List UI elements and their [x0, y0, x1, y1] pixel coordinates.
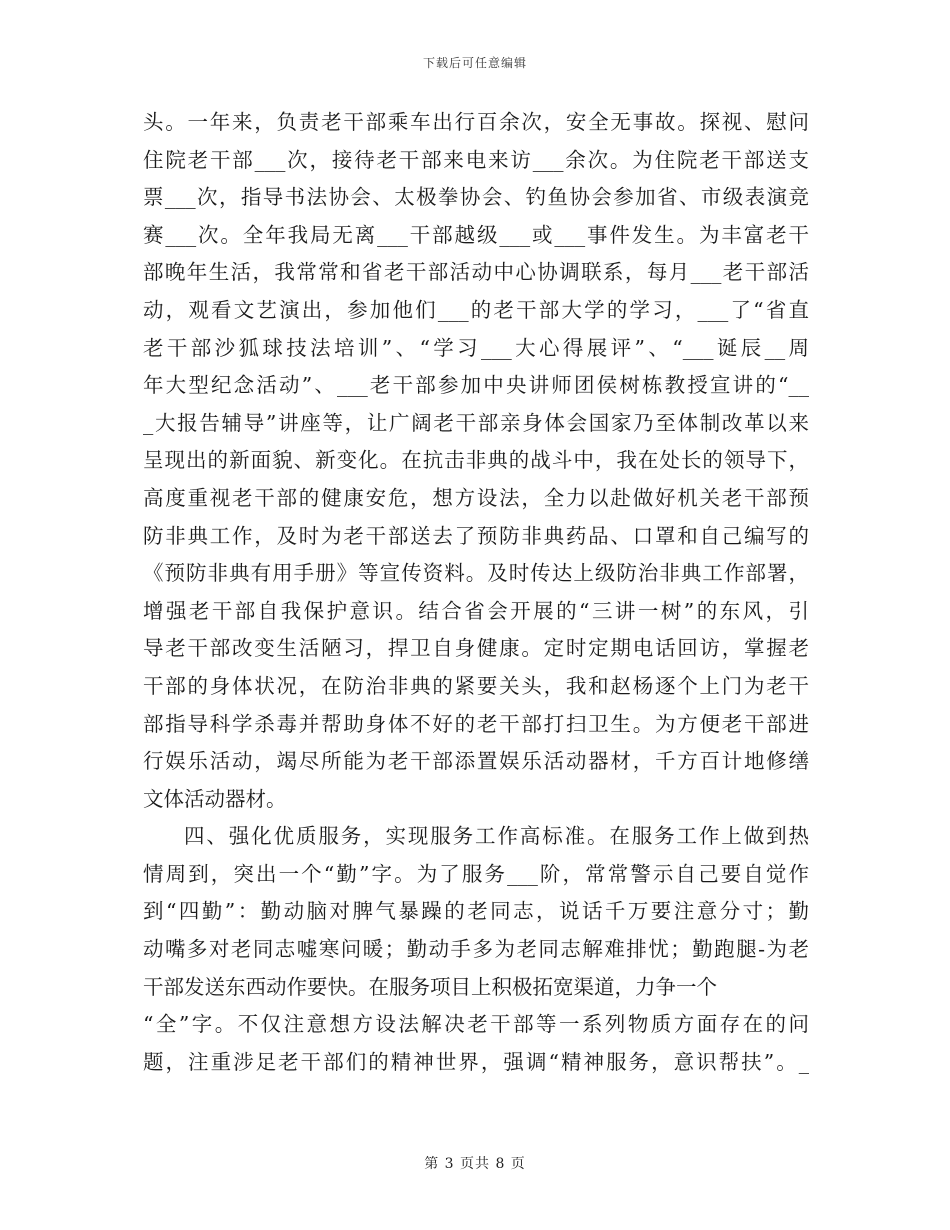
- body-line: 部指导科学杀毒并帮助身体不好的老干部打扫卫生。为方便老干部进: [143, 711, 809, 736]
- body-line: 导老干部改变生活陋习，捍卫自身健康。定时定期电话回访，掌握老: [143, 636, 809, 661]
- body-line: 老干部沙狐球技法培训”、“学习___大心得展评”、“___诞辰__周: [143, 335, 809, 360]
- body-line: 四、强化优质服务，实现服务工作高标准。在服务工作上做到热: [184, 824, 809, 849]
- document-body: [143, 104, 809, 1081]
- body-line: 年大型纪念活动”、___老干部参加中央讲师团侯树栋教授宣讲的“__: [143, 373, 809, 398]
- body-line: 动，观看文艺演出，参加他们___的老干部大学的学习，___了“省直: [143, 297, 809, 322]
- body-line: “全”字。不仅注意想方设法解决老干部等一系列物质方面存在的问: [143, 1012, 809, 1037]
- body-line: 到“四勤”：勤动脑对脾气暴躁的老同志，说话千万要注意分寸；勤: [143, 899, 809, 924]
- body-line: 《预防非典有用手册》等宣传资料。及时传达上级防治非典工作部署，: [143, 561, 809, 586]
- body-line: _大报告辅导”讲座等，让广阔老干部亲身体会国家乃至体制改革以来: [143, 410, 809, 435]
- body-line: 呈现出的新面貌、新变化。在抗击非典的战斗中，我在处长的领导下，: [143, 448, 809, 473]
- body-line: 动嘴多对老同志嘘寒问暖；勤动手多为老同志解难排忧；勤跑腿-为老: [143, 937, 809, 962]
- body-line: 增强老干部自我保护意识。结合省会开展的“三讲一树”的东风，引: [143, 598, 809, 623]
- body-line: 防非典工作，及时为老干部送去了预防非典药品、口罩和自己编写的: [143, 523, 809, 548]
- body-line: 情周到，突出一个“勤”字。为了服务___阶，常常警示自己要自觉作: [143, 861, 809, 886]
- page-header: 下载后可任意编辑: [422, 56, 527, 70]
- body-line: 文体活动器材。: [143, 786, 287, 811]
- body-line: 行娱乐活动，竭尽所能为老干部添置娱乐活动器材，千方百计地修缮: [143, 749, 809, 774]
- body-line: 干部发送东西动作要快。在服务项目上积极拓宽渠道，力争一个: [143, 974, 717, 999]
- page-number: 第 3 页共 8 页: [424, 1156, 526, 1172]
- body-line: 票___次，指导书法协会、太极拳协会、钓鱼协会参加省、市级表演竞: [143, 185, 809, 210]
- body-line: 赛___次。全年我局无离___干部越级___或___事件发生。为丰富老干: [143, 222, 809, 247]
- body-line: 干部的身体状况，在防治非典的紧要关头，我和赵杨逐个上门为老干: [143, 673, 809, 698]
- body-line: 部晚年生活，我常常和省老干部活动中心协调联系，每月___老干部活: [143, 260, 809, 285]
- body-line: 头。一年来，负责老干部乘车出行百余次，安全无事故。探视、慰问: [143, 110, 809, 134]
- body-line: 高度重视老干部的健康安危，想方设法，全力以赴做好机关老干部预: [143, 485, 809, 510]
- body-line: 住院老干部___次，接待老干部来电来访___余次。为住院老干部送支: [143, 147, 809, 172]
- body-line: 题，注重涉足老干部们的精神世界，强调“精神服务，意识帮扶”。_: [143, 1049, 809, 1074]
